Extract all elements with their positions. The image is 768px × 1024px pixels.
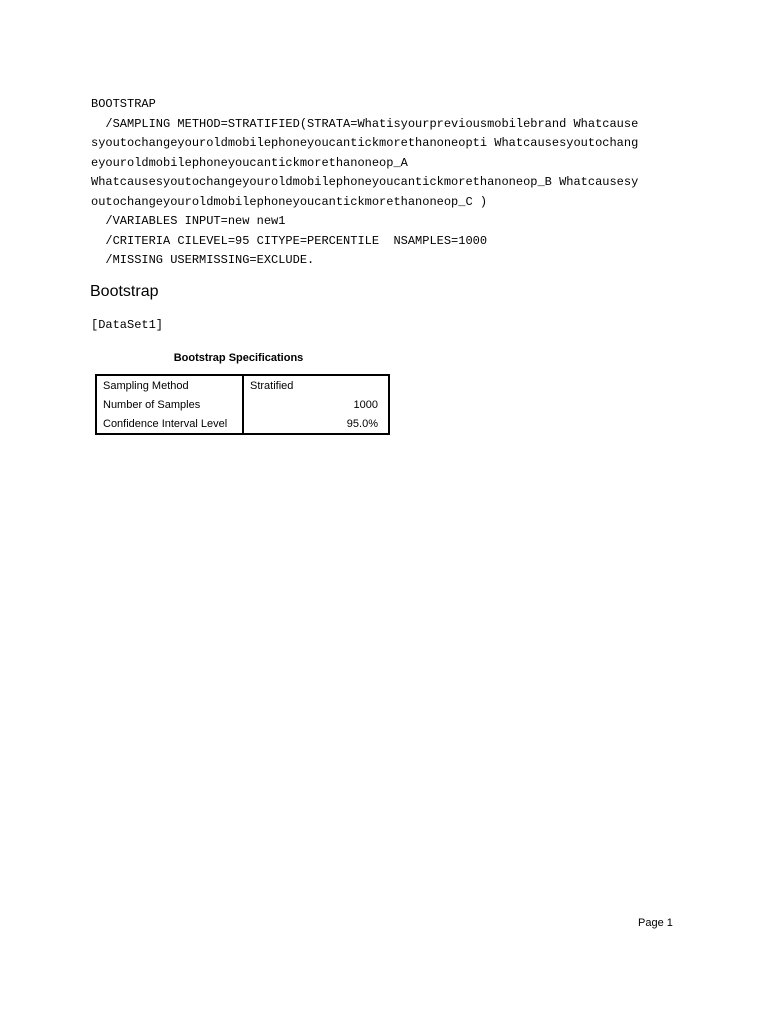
syntax-line: /MISSING USERMISSING=EXCLUDE. bbox=[91, 253, 315, 267]
row-label: Confidence Interval Level bbox=[96, 414, 243, 434]
row-label: Number of Samples bbox=[96, 395, 243, 414]
syntax-block bbox=[91, 95, 711, 271]
row-label: Sampling Method bbox=[96, 375, 243, 395]
table-row bbox=[96, 395, 389, 414]
syntax-line: syoutochangeyouroldmobilephoneyoucantickmorethanoneopti Whatcausesyoutochang bbox=[91, 136, 639, 150]
section-title: Bootstrap bbox=[90, 283, 159, 300]
table-row bbox=[96, 414, 389, 434]
syntax-line: BOOTSTRAP bbox=[91, 97, 156, 111]
syntax-line: eyouroldmobilephoneyoucantickmorethanoneop_A bbox=[91, 155, 408, 170]
syntax-line: outochangeyouroldmobilephoneyoucantickmorethanoneop_C ) bbox=[91, 194, 488, 209]
syntax-line: /SAMPLING METHOD=STRATIFIED(STRATA=Whatisyourpreviousmobilebrand Whatcause bbox=[91, 116, 639, 131]
table-row bbox=[96, 375, 389, 395]
row-value: 95.0% bbox=[346, 417, 378, 430]
dataset-label: [DataSet1] bbox=[91, 318, 164, 332]
page-number: Page 1 bbox=[638, 917, 673, 929]
syntax-line: Whatcausesyoutochangeyouroldmobilephoneyoucantickmorethanoneop_B Whatcausesy bbox=[91, 175, 639, 189]
syntax-line: /CRITERIA CILEVEL=95 CITYPE=PERCENTILE NSAMPLES=1000 bbox=[91, 233, 488, 248]
bootstrap-specifications-table bbox=[95, 374, 390, 435]
syntax-line: /VARIABLES INPUT=new new1 bbox=[91, 214, 286, 228]
table-title: Bootstrap Specifications bbox=[173, 352, 304, 364]
row-value: Stratified bbox=[250, 379, 294, 392]
row-value: 1000 bbox=[353, 398, 378, 411]
